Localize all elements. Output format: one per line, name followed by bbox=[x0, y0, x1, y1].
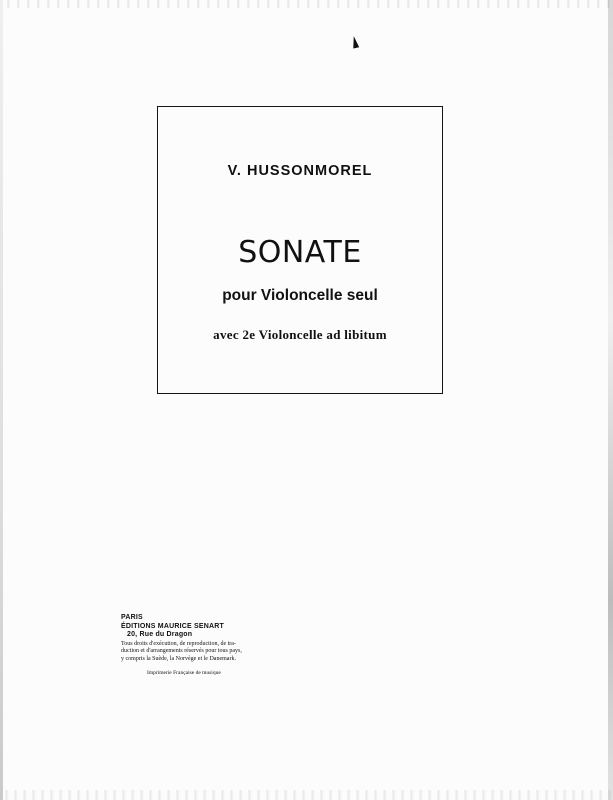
optional-instrumentation: avec 2e Violoncelle ad libitum bbox=[213, 327, 387, 342]
rights-line: duction et d'arrangements réservés pour tous pays, bbox=[121, 648, 242, 655]
scan-edge-left bbox=[0, 0, 3, 800]
publisher-address: 20, Rue du Dragon bbox=[127, 631, 193, 639]
rights-line: Tous droits d'exécution, de reproduction, de tra- bbox=[121, 640, 236, 647]
ink-speck bbox=[351, 36, 359, 49]
publisher-imprint bbox=[121, 614, 271, 677]
publisher-city: PARIS bbox=[121, 614, 143, 621]
rights-notice bbox=[121, 641, 271, 664]
composer-name: V. HUSSONMOREL bbox=[227, 163, 373, 179]
rights-line: y compris la Suède, la Norvège et le Danemark. bbox=[121, 655, 236, 662]
printer-credit: Imprimerie Française de musique bbox=[147, 669, 221, 676]
instrumentation: pour Violoncelle seul bbox=[222, 287, 378, 304]
work-title: SONATE bbox=[238, 235, 362, 270]
publisher-name: ÉDITIONS MAURICE SENART bbox=[121, 622, 224, 630]
scan-edge-bottom bbox=[0, 790, 613, 800]
scan-edge-top bbox=[0, 0, 613, 8]
title-frame bbox=[157, 106, 443, 394]
scan-edge-right bbox=[608, 0, 613, 800]
